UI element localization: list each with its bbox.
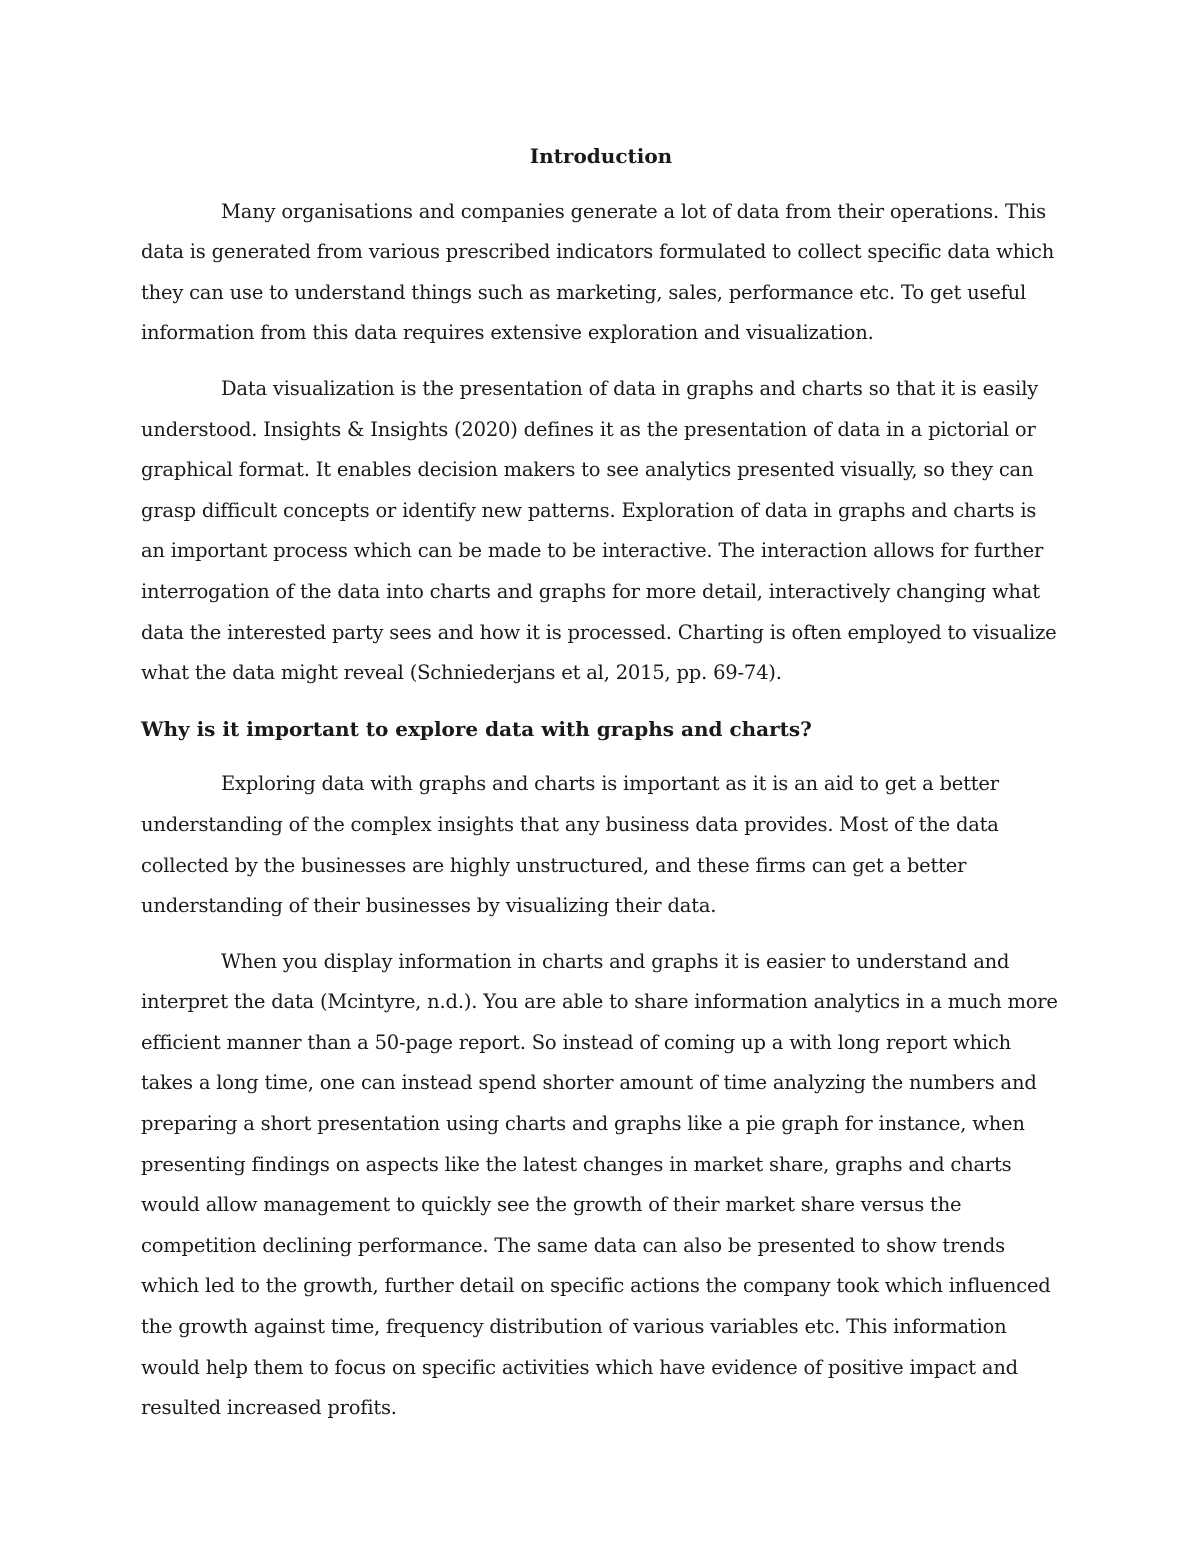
section-heading: Why is it important to explore data with graphs and charts? (141, 716, 812, 741)
paragraph-section-2: When you display information in charts and graphs it is easier to understand and interpret the data (Mcintyre, n.d.). You are able to share information analytics in a much more efficient manner than a 50-page report. So instead of coming up a with long report which takes a long time, one can instead spend shorter amount of time analyzing the numbers and preparing a short presentation using charts and graphs like a pie graph for instance, when presenting findings on aspects like the latest changes in market share, graphs and charts would allow management to quickly see the growth of their market share versus the competition declining performance. The same data can also be presented to show trends which led to the growth, further detail on specific actions the company took which influenced the growth against time, frequency distribution of various variables etc. This information would help them to focus on specific activities which have evidence of positive impact and resulted increased profits. (141, 949, 1058, 1420)
paragraph-section-1: Exploring data with graphs and charts is important as it is an aid to get a better understanding of the complex insights that any business data provides. Most of the data collected by the businesses are highly unstructured, and these firms can get a better understanding of their businesses by visualizing their data. (141, 772, 999, 918)
document-page (141, 136, 1061, 1444)
page-title: Introduction (529, 144, 673, 168)
paragraph-intro-1: Many organisations and companies generate a lot of data from their operations. This data is generated from various prescribed indicators formulated to collect specific data which they can use to understand things such as marketing, sales, performance etc. To get useful information from this data requires extensive exploration and visualization. (141, 199, 1055, 345)
paragraph-intro-2: Data visualization is the presentation of data in graphs and charts so that it is easily understood. Insights & Insights (2020) defines it as the presentation of data in a pictorial or graphical format. It enables decision makers to see analytics presented visually, so they can grasp difficult concepts or identify new patterns. Exploration of data in graphs and charts is an important process which can be made to be interactive. The interaction allows for further interrogation of the data into charts and graphs for more detail, interactively changing what data the interested party sees and how it is processed. Charting is often employed to visualize what the data might reveal (Schniederjans et al, 2015, pp. 69-74). (141, 376, 1057, 685)
